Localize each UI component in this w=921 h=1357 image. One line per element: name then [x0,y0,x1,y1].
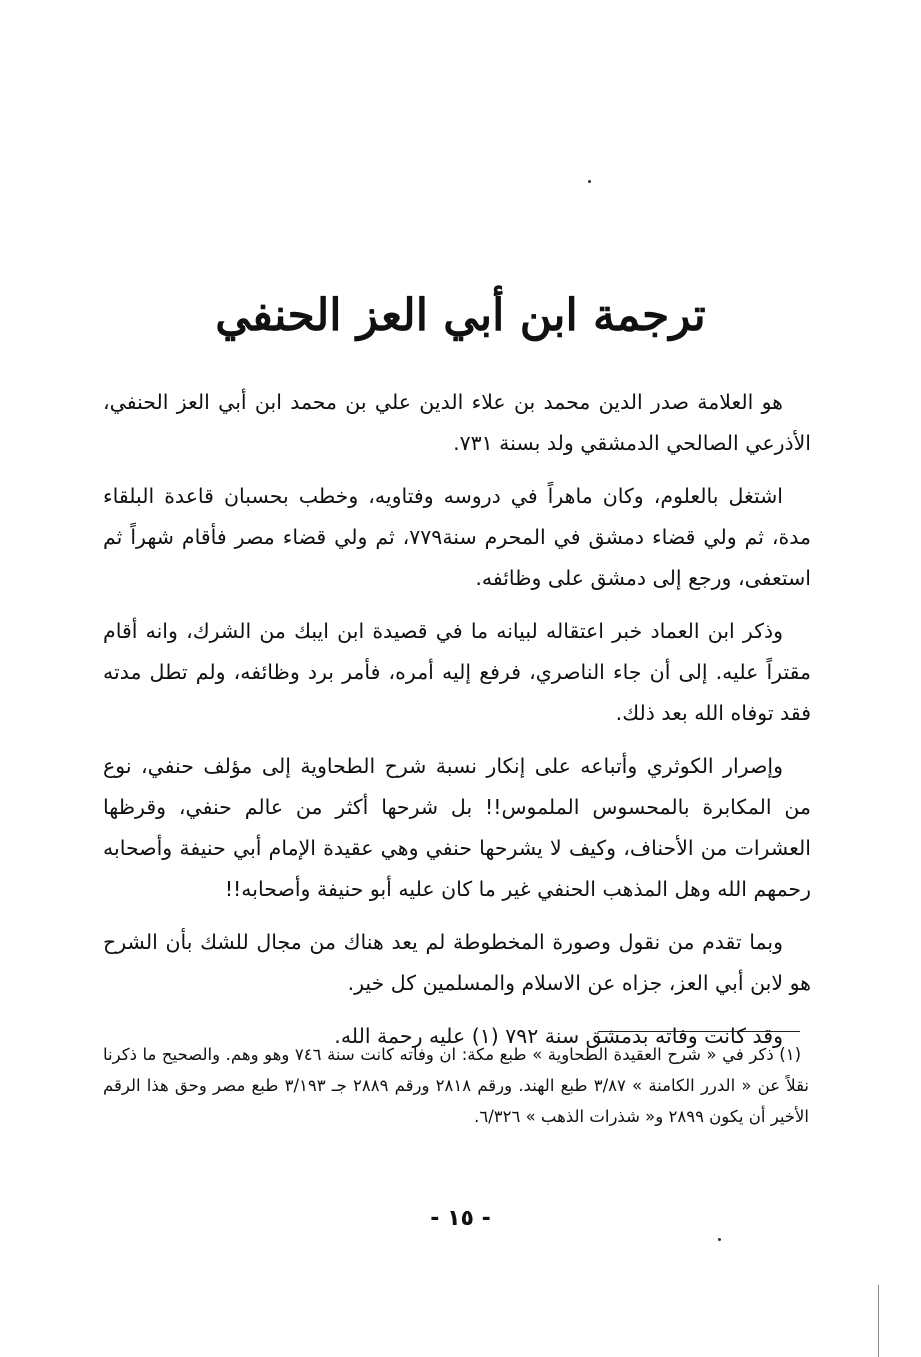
footnote-divider [598,1031,800,1032]
scan-speck [718,1238,721,1241]
scan-speck [588,180,591,183]
paragraph-attribution: وإصرار الكوثري وأتباعه على إنكار نسبة شرح الطحاوية إلى مؤلف حنفي، نوع من المكابرة بالمحسوس الملموس!! بل شرحها أكثر من عالم حنفي، وقرظها العشرات من الأحناف، وكيف لا يشرحها حنفي وهي عقيدة الإمام أبي حنيفة وأصحابه رحمهم الله وهل المذهب الحنفي غير ما كان عليه أبو حنيفة وأصحابه!! [103,754,811,901]
paragraph-conclusion: وبما تقدم من نقول وصورة المخطوطة لم يعد هناك من مجال للشك بأن الشرح هو لابن أبي العز، جزاه عن الاسلام والمسلمين كل خير. [103,930,811,995]
scan-edge-line [878,1285,879,1357]
paragraph-death: وقد كانت وفاته بدمشق سنة ٧٩٢ (١) عليه رحمة الله. [334,1024,783,1048]
page-title: ترجمة ابن أبي العز الحنفي [215,290,706,341]
paragraph-birth: هو العلامة صدر الدين محمد بن علاء الدين علي بن محمد ابن أبي العز الحنفي، الأذرعي الصالحي الدمشقي ولد بسنة ٧٣١. [103,390,811,455]
paragraph-career: اشتغل بالعلوم، وكان ماهراً في دروسه وفتاويه، وخطب بحسبان قاعدة البلقاء مدة، ثم ولي قضاء دمشق في المحرم سنة٧٧٩، ثم ولي قضاء مصر فأقام شهراً ثم استعفى، ورجع إلى دمشق على وظائفه. [103,484,811,590]
page-number: - ١٥ - [430,1206,491,1231]
footnote [103,1039,809,1132]
biography-body [103,382,811,1057]
footnote-text: (١) ذكر في « شرح العقيدة الطحاوية » طبع مكة: ان وفاته كانت سنة ٧٤٦ وهو وهم. والصحيح ما ذكرنا نقلاً عن « الدرر الكامنة » ٣/٨٧ طبع الهند. ورقم ٢٨١٨ ورقم ٢٨٨٩ جـ ٣/١٩٣ طبع مصر وحق هذا الرقم الأخير أن يكون ٢٨٩٩ و« شذرات الذهب » ٦/٣٢٦. [103,1045,810,1126]
paragraph-imprisonment: وذكر ابن العماد خبر اعتقاله لبيانه ما في قصيدة ابن ايبك من الشرك، وانه أقام مقتراً عليه. إلى أن جاء الناصري، فرفع إليه أمره، فأمر برد وظائفه، ولم تطل مدته فقد توفاه الله بعد ذلك. [103,619,811,725]
